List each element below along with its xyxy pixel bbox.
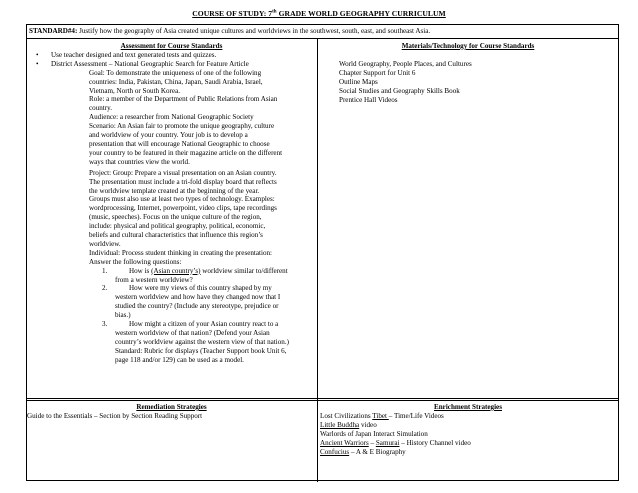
- enrichment-item: Lost Civilizations Tibet – Time/Life Videos: [320, 411, 444, 420]
- materials-item: Outline Maps: [339, 77, 378, 86]
- remediation-cell: [27, 403, 316, 481]
- assessment-bullet-district: • District Assessment – National Geographic Search for Feature Article: [36, 59, 249, 68]
- course-title: COURSE OF STUDY: 7th GRADE WORLD GEOGRAPHY CURRICULUM: [192, 9, 446, 18]
- question-2: 2. How were my views of this country shaped by my: [102, 284, 272, 293]
- assessment-line: your country to be featured in their magazine article on the different: [89, 148, 283, 157]
- question-1-cont: from a western worldview?: [115, 275, 193, 284]
- question-1: 1. How is (Asian country’s) worldview similar to/different: [102, 266, 288, 275]
- bullet-dot-icon: •: [36, 50, 39, 59]
- project-line: Project: Group: Prepare a visual presentation on an Asian country.: [89, 168, 277, 177]
- assessment-line: Goal: To demonstrate the uniqueness of one of the following: [89, 68, 262, 77]
- question-2-line: bias.): [115, 311, 131, 320]
- enrichment-item: Little Buddha video: [320, 420, 377, 429]
- materials-item: Social Studies and Geography Skills Book: [339, 86, 460, 95]
- assessment-line: presentation that will encourage National Geographic to choose: [89, 139, 270, 148]
- assessment-line: Scenario: An Asian fair to promote the unique geography, culture: [89, 122, 275, 131]
- enrichment-item: Warlords of Japan Interact Simulation: [320, 429, 428, 438]
- enrichment-item: Confucius – A & E Biography: [320, 447, 406, 456]
- standard-row: [27, 25, 618, 39]
- project-line: beliefs and cultural characteristics that influence this region’s: [89, 231, 263, 240]
- project-line: Answer the following questions:: [89, 257, 182, 266]
- materials-heading: Materials/Technology for Course Standards: [401, 42, 535, 50]
- standard-text: Justify how the geography of Asia created unique cultures and worldviews in the southwest, south, east, and southeast Asia.: [77, 27, 431, 35]
- assessment-heading: Assessment for Course Standards: [120, 42, 223, 50]
- project-line: Individual: Process student thinking in creating the presentation:: [89, 248, 273, 257]
- assessment-bullet-tests: • Use teacher designed and text generated tests and quizzes.: [36, 50, 217, 59]
- assessment-line: ways that countries view the world.: [89, 157, 190, 166]
- question-2-line: western worldview and how have they changed now that I: [115, 293, 281, 302]
- materials-item: Chapter Support for Unit 6: [339, 68, 416, 77]
- row-divider: [27, 398, 618, 399]
- materials-item: Prentice Hall Videos: [339, 95, 398, 104]
- question-3: 3. How might a citizen of your Asian country react to a: [102, 320, 279, 329]
- project-line: Groups must also use at least two types of technology. Examples:: [89, 195, 275, 204]
- curriculum-table: [26, 24, 619, 481]
- remediation-heading: Remediation Strategies: [136, 403, 207, 411]
- assessment-line: Role: a member of the Department of Public Relations from Asian: [89, 95, 278, 104]
- assessment-line: countries: India, Pakistan, China, Japan, Saudi Arabia, Israel,: [89, 77, 263, 86]
- project-line: worldview.: [89, 239, 121, 248]
- assessment-cell: [27, 42, 316, 397]
- enrichment-item: Ancient Warriors – Samurai – History Channel video: [320, 438, 471, 447]
- assessment-line: Vietnam, North or South Korea.: [89, 86, 180, 95]
- question-3-line: western worldview of that nation? (Defend your Asian: [115, 329, 270, 337]
- materials-item: World Geography, People Places, and Cultures: [339, 59, 472, 68]
- question-3-line: country’s worldview against the western view of that nation.): [115, 337, 289, 346]
- assessment-line: Audience: a researcher from National Geographic Society: [89, 113, 254, 122]
- project-line: The presentation must include a tri-fold display board that reflects: [89, 177, 277, 186]
- project-line: include: physical and political geography, political, economic,: [89, 222, 266, 231]
- asian-country-link: (Asian country’s): [151, 266, 201, 275]
- question-3-line: page 118 and/or 129) can be used as a model.: [115, 355, 244, 364]
- assessment-line: country.: [89, 104, 112, 113]
- question-3-line: Standard: Rubric for displays (Teacher Support book Unit 6,: [115, 346, 287, 355]
- enrichment-heading: Enrichment Strategies: [434, 403, 502, 411]
- project-line: (music, speeches). Focus on the unique culture of the region,: [89, 213, 262, 222]
- project-line: wordprocessing, Internet, powerpoint, video clips, tape recordings: [89, 204, 277, 213]
- standard-label: STANDARD#4:: [29, 27, 78, 35]
- bullet-dot-icon: •: [36, 59, 39, 68]
- enrichment-cell: [318, 403, 618, 481]
- assessment-line: and worldview of your country. Your job is to develop a: [89, 131, 248, 140]
- row-divider-double: [27, 400, 618, 401]
- remediation-text: Guide to the Essentials – Section by Section Reading Support: [27, 411, 203, 420]
- materials-cell: [318, 42, 618, 397]
- question-2-line: studied the country? (Include any stereotype, prejudice or: [115, 302, 279, 311]
- project-line: the worldview template created at the beginning of the year.: [89, 186, 260, 195]
